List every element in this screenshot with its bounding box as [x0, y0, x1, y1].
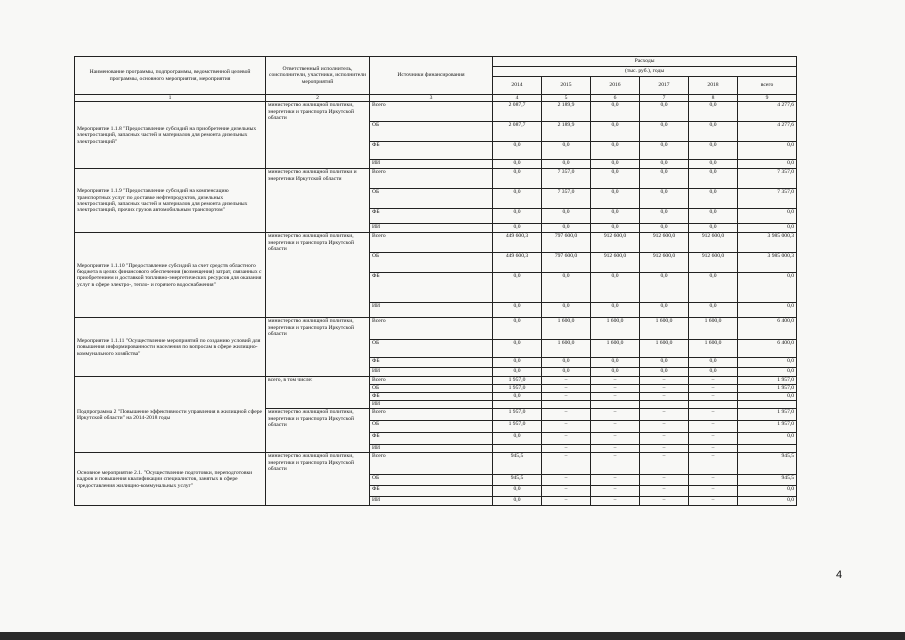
amount-cell: 0,0 — [591, 102, 640, 122]
amount-cell: – — [689, 433, 738, 445]
amount-cell: 0,0 — [493, 497, 542, 506]
amount-cell: 945,5 — [738, 453, 797, 475]
amount-cell: 912 600,0 — [689, 253, 738, 273]
amount-cell: – — [542, 475, 591, 486]
amount-cell: 1 957,0 — [493, 377, 542, 385]
amount-cell: 0,0 — [493, 433, 542, 445]
amount-cell: 0,0 — [640, 224, 689, 233]
funding-source: ИИ — [370, 497, 493, 506]
amount-cell: – — [542, 385, 591, 393]
amount-cell: 449 600,3 — [493, 253, 542, 273]
amount-cell: 0,0 — [493, 273, 542, 303]
amount-cell: 0,0 — [493, 393, 542, 401]
header-year: 2014 — [493, 77, 542, 95]
amount-cell: 0,0 — [689, 122, 738, 142]
amount-cell: 1 600,0 — [689, 318, 738, 340]
amount-cell — [493, 401, 542, 409]
amount-cell: – — [591, 421, 640, 433]
responsible-executor: министерство жилищной политики, энергетики и транспорта Иркутской области — [266, 409, 370, 453]
funding-source: ФБ — [370, 358, 493, 368]
amount-cell: 0,0 — [738, 433, 797, 445]
table-row — [75, 102, 797, 122]
column-index: 7 — [640, 95, 689, 102]
amount-cell: 0,0 — [689, 160, 738, 169]
amount-cell: 945,5 — [493, 453, 542, 475]
scan-edge-bar — [0, 632, 905, 640]
amount-cell: 0,0 — [640, 102, 689, 122]
amount-cell: 0,0 — [738, 209, 797, 224]
amount-cell: 1 600,0 — [591, 340, 640, 358]
amount-cell: 0,0 — [591, 209, 640, 224]
amount-cell: 1 600,0 — [640, 318, 689, 340]
amount-cell: – — [689, 377, 738, 385]
funding-source: ОБ — [370, 421, 493, 433]
amount-cell: 0,0 — [493, 142, 542, 160]
funding-source: ИИ — [370, 303, 493, 318]
amount-cell: – — [689, 393, 738, 401]
amount-cell: 0,0 — [640, 368, 689, 377]
amount-cell: 0,0 — [542, 142, 591, 160]
amount-cell: 0,0 — [493, 486, 542, 497]
header-year: 2016 — [591, 77, 640, 95]
header-responsible: Ответственный исполнитель, соисполнители, участники, исполнители мероприятий — [266, 57, 370, 95]
amount-cell: – — [591, 486, 640, 497]
amount-cell: – — [689, 453, 738, 475]
amount-cell: 7 357,0 — [738, 189, 797, 209]
amount-cell — [542, 401, 591, 409]
header-units: (тыс. руб.), годы — [493, 67, 797, 77]
header-year: всего — [738, 77, 797, 95]
table-row — [75, 233, 797, 253]
amount-cell: 0,0 — [591, 122, 640, 142]
amount-cell: 2 087,7 — [493, 102, 542, 122]
amount-cell: 0,0 — [738, 393, 797, 401]
column-index: 6 — [591, 95, 640, 102]
amount-cell: – — [689, 475, 738, 486]
amount-cell: 0,0 — [738, 142, 797, 160]
funding-source: ИИ — [370, 445, 493, 453]
amount-cell — [738, 445, 797, 453]
funding-source: ОБ — [370, 253, 493, 273]
amount-cell: 0,0 — [689, 142, 738, 160]
amount-cell: – — [640, 453, 689, 475]
amount-cell: – — [640, 409, 689, 421]
amount-cell: 0,0 — [493, 209, 542, 224]
amount-cell: 1 957,0 — [738, 377, 797, 385]
amount-cell: – — [591, 393, 640, 401]
amount-cell: – — [542, 393, 591, 401]
header-expenses: Расходы — [493, 57, 797, 67]
measure-name: Подпрограмма 2 "Повышение эффективности управления в жилищной сфере Иркутской области" на 2014-2018 годы — [75, 377, 266, 453]
amount-cell: 0,0 — [542, 303, 591, 318]
funding-source: ФБ — [370, 209, 493, 224]
amount-cell: – — [542, 445, 591, 453]
amount-cell: 0,0 — [689, 224, 738, 233]
amount-cell: 0,0 — [542, 358, 591, 368]
amount-cell: – — [542, 497, 591, 506]
column-index: 9 — [738, 95, 797, 102]
amount-cell: 0,0 — [738, 224, 797, 233]
funding-source: Всего — [370, 169, 493, 189]
funding-source: ОБ — [370, 340, 493, 358]
amount-cell: 7 357,0 — [542, 169, 591, 189]
amount-cell: – — [640, 421, 689, 433]
amount-cell: 0,0 — [689, 273, 738, 303]
amount-cell: – — [591, 409, 640, 421]
amount-cell: 0,0 — [542, 160, 591, 169]
amount-cell — [493, 445, 542, 453]
amount-cell: 0,0 — [738, 358, 797, 368]
amount-cell: 1 957,0 — [738, 409, 797, 421]
funding-source: Всего — [370, 102, 493, 122]
amount-cell: – — [542, 433, 591, 445]
amount-cell: 0,0 — [591, 224, 640, 233]
header-year: 2018 — [689, 77, 738, 95]
amount-cell: 6 400,0 — [738, 340, 797, 358]
amount-cell: 0,0 — [542, 368, 591, 377]
amount-cell: 0,0 — [640, 142, 689, 160]
amount-cell: – — [591, 385, 640, 393]
amount-cell: 912 600,0 — [640, 253, 689, 273]
header-source: Источники финансирования — [370, 57, 493, 95]
amount-cell: 1 957,0 — [738, 385, 797, 393]
amount-cell: – — [591, 377, 640, 385]
amount-cell — [591, 401, 640, 409]
measure-name: Мероприятие 1.1.11 "Осуществление мероприятий по созданию условий для повышения информированности населения по вопросам в сфере жилищно-коммунального хозяйства" — [75, 318, 266, 377]
table-row — [75, 318, 797, 340]
amount-cell: 945,5 — [738, 475, 797, 486]
amount-cell: 1 600,0 — [542, 318, 591, 340]
amount-cell: – — [640, 497, 689, 506]
measure-name: Мероприятие 1.1.10 "Предоставление субсидий за счет средств областного бюджета в целях финансового обеспечения (возмещения) затрат, связанных с приобретением и доставкой топливно-энергетических ресурсов для оказания услуг в сфере электро-, тепло- и горячего водоснабжения" — [75, 233, 266, 318]
amount-cell: 0,0 — [591, 142, 640, 160]
amount-cell: 797 600,0 — [542, 233, 591, 253]
responsible-executor: всего, в том числе: — [266, 377, 370, 409]
funding-source: ИИ — [370, 224, 493, 233]
amount-cell: – — [640, 377, 689, 385]
column-index: 2 — [266, 95, 370, 102]
funding-source: ФБ — [370, 433, 493, 445]
amount-cell: 797 600,0 — [542, 253, 591, 273]
amount-cell: 449 600,3 — [493, 233, 542, 253]
amount-cell: 0,0 — [640, 303, 689, 318]
table-header — [75, 57, 797, 102]
amount-cell: 0,0 — [591, 160, 640, 169]
amount-cell: – — [640, 486, 689, 497]
amount-cell: 0,0 — [493, 224, 542, 233]
funding-source: Всего — [370, 318, 493, 340]
amount-cell: – — [542, 421, 591, 433]
amount-cell: 0,0 — [640, 122, 689, 142]
amount-cell: 2 189,9 — [542, 102, 591, 122]
measure-name: Основное мероприятие 2.1. "Осуществление подготовки, переподготовки кадров и повышения квалификации специалистов, занятых в сфере предоставления жилищно-коммунальных услуг" — [75, 453, 266, 506]
amount-cell: 0,0 — [493, 318, 542, 340]
amount-cell: 0,0 — [640, 273, 689, 303]
amount-cell: – — [640, 433, 689, 445]
amount-cell: – — [689, 486, 738, 497]
amount-cell — [689, 401, 738, 409]
amount-cell: 4 277,6 — [738, 102, 797, 122]
amount-cell: 0,0 — [591, 273, 640, 303]
funding-source: ФБ — [370, 486, 493, 497]
amount-cell: 0,0 — [738, 303, 797, 318]
funding-source: Всего — [370, 409, 493, 421]
amount-cell: – — [640, 393, 689, 401]
funding-source: Всего — [370, 377, 493, 385]
amount-cell: – — [640, 475, 689, 486]
amount-cell: 0,0 — [591, 368, 640, 377]
amount-cell: – — [542, 453, 591, 475]
column-index: 4 — [493, 95, 542, 102]
table-row — [75, 169, 797, 189]
amount-cell: 1 957,0 — [493, 385, 542, 393]
responsible-executor: министерство жилищной политики, энергетики и транспорта Иркутской области — [266, 102, 370, 169]
header-name: Наименование программы, подпрограммы, ведомственной целевой программы, основного мероприятия, мероприятия — [75, 57, 266, 95]
budget-table — [74, 56, 797, 506]
column-index: 1 — [75, 95, 266, 102]
amount-cell: 0,0 — [493, 340, 542, 358]
table-row — [75, 453, 797, 475]
funding-source: ОБ — [370, 385, 493, 393]
amount-cell: 0,0 — [738, 486, 797, 497]
amount-cell: 0,0 — [689, 189, 738, 209]
amount-cell: – — [591, 433, 640, 445]
amount-cell: 2 189,9 — [542, 122, 591, 142]
amount-cell: – — [689, 409, 738, 421]
amount-cell: 0,0 — [689, 102, 738, 122]
amount-cell: – — [640, 385, 689, 393]
amount-cell: 0,0 — [493, 169, 542, 189]
funding-source: ФБ — [370, 273, 493, 303]
amount-cell: 0,0 — [542, 224, 591, 233]
amount-cell: 0,0 — [689, 169, 738, 189]
funding-source: ИИ — [370, 160, 493, 169]
amount-cell: 0,0 — [542, 273, 591, 303]
responsible-executor: министерство жилищной политики, энергетики и транспорта Иркутской области — [266, 233, 370, 318]
amount-cell: 0,0 — [640, 209, 689, 224]
amount-cell: 0,0 — [738, 160, 797, 169]
amount-cell: 0,0 — [689, 303, 738, 318]
funding-source: Всего — [370, 233, 493, 253]
funding-source: ФБ — [370, 142, 493, 160]
page-number: 4 — [836, 569, 843, 581]
column-index: 8 — [689, 95, 738, 102]
amount-cell: 0,0 — [738, 273, 797, 303]
amount-cell: 0,0 — [591, 189, 640, 209]
amount-cell: 0,0 — [591, 358, 640, 368]
funding-source: ОБ — [370, 475, 493, 486]
amount-cell: – — [591, 453, 640, 475]
amount-cell: – — [689, 421, 738, 433]
responsible-executor: министерство жилищной политики и энергетики Иркутской области — [266, 169, 370, 233]
amount-cell: 3 985 000,3 — [738, 253, 797, 273]
amount-cell: 0,0 — [689, 368, 738, 377]
amount-cell: – — [640, 445, 689, 453]
column-index: 3 — [370, 95, 493, 102]
amount-cell: 1 957,0 — [738, 421, 797, 433]
amount-cell: 4 277,6 — [738, 122, 797, 142]
amount-cell: 0,0 — [689, 209, 738, 224]
amount-cell: 0,0 — [640, 160, 689, 169]
amount-cell: 945,5 — [493, 475, 542, 486]
amount-cell: 0,0 — [493, 358, 542, 368]
responsible-executor: министерство жилищной политики, энергетики и транспорта Иркутской области — [266, 318, 370, 377]
amount-cell: – — [591, 497, 640, 506]
funding-source: ОБ — [370, 189, 493, 209]
amount-cell: – — [689, 445, 738, 453]
amount-cell: 0,0 — [493, 303, 542, 318]
amount-cell: 7 357,0 — [738, 169, 797, 189]
responsible-executor: министерство жилищной политики, энергетики и транспорта Иркутской области — [266, 453, 370, 506]
amount-cell: 1 957,0 — [493, 409, 542, 421]
amount-cell: 1 600,0 — [640, 340, 689, 358]
amount-cell — [738, 401, 797, 409]
amount-cell: 2 087,7 — [493, 122, 542, 142]
amount-cell: 0,0 — [493, 368, 542, 377]
amount-cell: 0,0 — [493, 160, 542, 169]
amount-cell: 0,0 — [591, 169, 640, 189]
funding-source: Всего — [370, 453, 493, 475]
amount-cell: 0,0 — [640, 169, 689, 189]
amount-cell — [640, 401, 689, 409]
amount-cell: 3 985 000,3 — [738, 233, 797, 253]
amount-cell: 1 957,0 — [493, 421, 542, 433]
funding-source: ИИ — [370, 401, 493, 409]
amount-cell: 912 600,0 — [640, 233, 689, 253]
amount-cell: 912 600,0 — [591, 233, 640, 253]
amount-cell: 6 400,0 — [738, 318, 797, 340]
table-row — [75, 377, 797, 385]
amount-cell: 0,0 — [640, 189, 689, 209]
amount-cell: 0,0 — [640, 358, 689, 368]
amount-cell: 1 600,0 — [591, 318, 640, 340]
measure-name: Мероприятие 1.1.8 "Предоставление субсидий на приобретение дизельных электростанций, запасных частей и материалов для ремонта дизельных электростанций" — [75, 102, 266, 169]
header-year: 2015 — [542, 77, 591, 95]
funding-source: ФБ — [370, 393, 493, 401]
measure-name: Мероприятие 1.1.9 "Предоставление субсидий на компенсацию транспортных услуг по доставке нефтепродуктов, дизельных электростанций, запасных частей и материалов для ремонта дизельных электростанций, прочих грузов автомобильным транспортом" — [75, 169, 266, 233]
amount-cell: – — [542, 409, 591, 421]
amount-cell: – — [689, 497, 738, 506]
amount-cell: – — [542, 377, 591, 385]
amount-cell: – — [591, 475, 640, 486]
amount-cell: – — [542, 486, 591, 497]
funding-source: ОБ — [370, 122, 493, 142]
amount-cell: – — [591, 445, 640, 453]
amount-cell: – — [689, 385, 738, 393]
column-index: 5 — [542, 95, 591, 102]
header-year: 2017 — [640, 77, 689, 95]
amount-cell: 912 600,0 — [689, 233, 738, 253]
amount-cell: 1 600,0 — [542, 340, 591, 358]
amount-cell: 0,0 — [738, 368, 797, 377]
amount-cell: 0,0 — [542, 209, 591, 224]
amount-cell: 1 600,0 — [689, 340, 738, 358]
amount-cell: 912 600,0 — [591, 253, 640, 273]
amount-cell: 0,0 — [493, 189, 542, 209]
amount-cell: 0,0 — [689, 358, 738, 368]
amount-cell: 0,0 — [738, 497, 797, 506]
amount-cell: 7 357,0 — [542, 189, 591, 209]
amount-cell: 0,0 — [591, 303, 640, 318]
funding-source: ИИ — [370, 368, 493, 377]
